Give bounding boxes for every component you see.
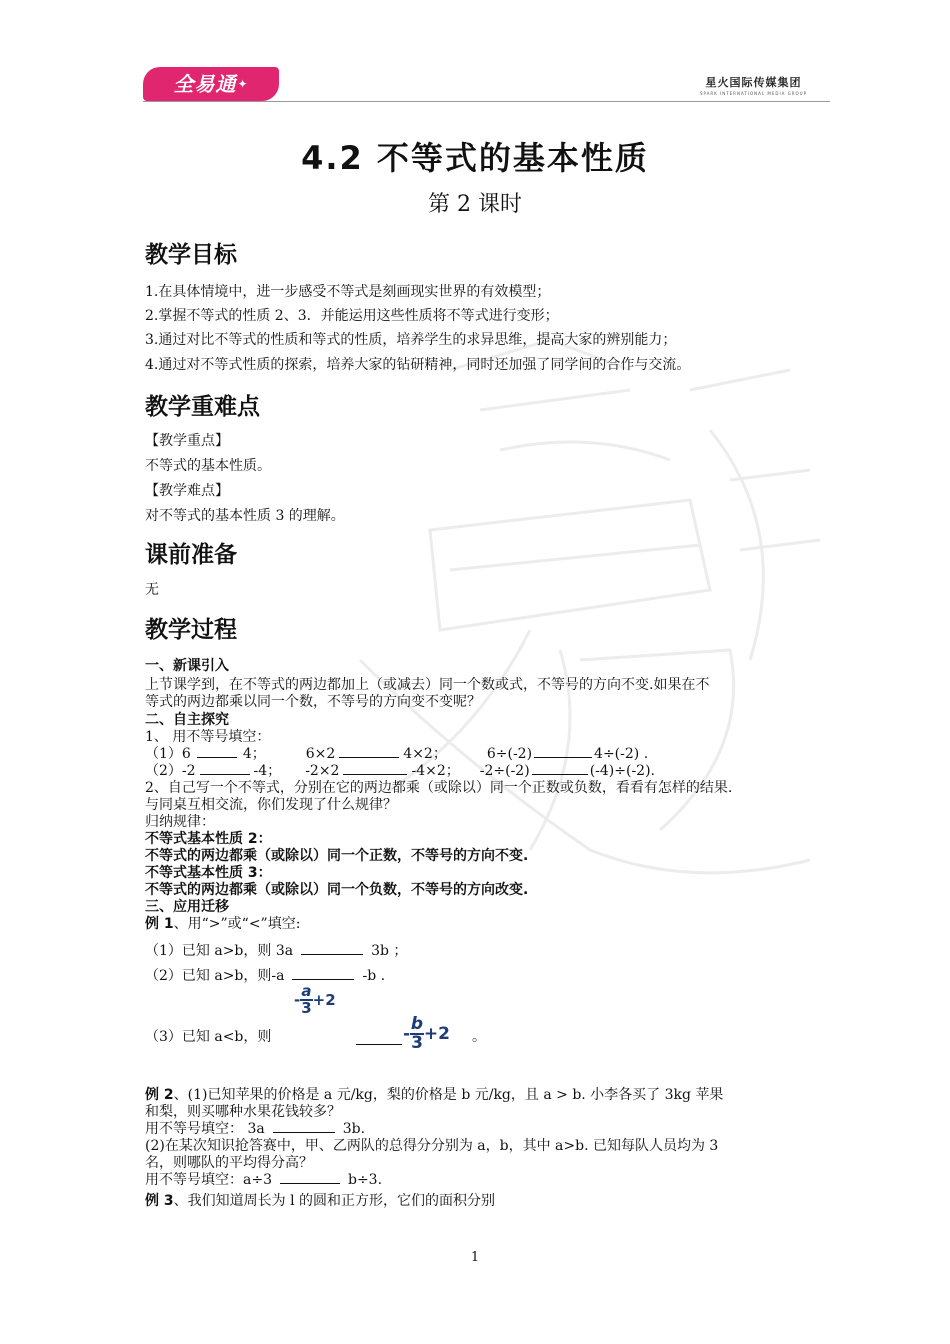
quanyitong-logo: 全易通✦	[143, 67, 279, 101]
q1-row-2: （2）-2 -4； -2×2 -4×2； -2÷(-2) (-4)÷(-2).	[145, 763, 655, 779]
part1-line: 上节课学到，在不等式的两边都加上（或减去）同一个数或式，不等号的方向不变.如果在不	[145, 677, 710, 693]
expr-minus-a-over-3-plus-2: - $\frac{a}{3}$ +2	[294, 982, 336, 1017]
example-1-b: （2）已知 a>b，则-a -b .	[145, 968, 386, 984]
example-1-c-end: 。	[472, 1029, 486, 1045]
part2-title: 二、自主探究	[145, 712, 229, 728]
example-2-line: 名，则哪队的平均得分高？	[145, 1155, 313, 1171]
difficulty-text: 对不等式的基本性质 3 的理解。	[145, 508, 345, 524]
question-2-line: 与同桌互相交流，你们发现了什么规律？	[145, 797, 397, 813]
property-2-title: 不等式基本性质 2：	[145, 831, 272, 847]
property-3-title: 不等式基本性质 3：	[145, 865, 272, 881]
part1-title: 一、新课引入	[145, 658, 229, 674]
watermark-logo	[330, 330, 830, 890]
part3-title: 三、应用迁移	[145, 899, 229, 915]
rule-label: 归纳规律：	[145, 814, 215, 830]
property-3-text: 不等式的两边都乘（或除以）同一个负数，不等号的方向改变.	[145, 882, 529, 898]
key-points-heading: 教学重难点	[145, 394, 260, 420]
page-title: 4.2 不等式的基本性质	[301, 139, 649, 177]
example-2-fill-1: 用不等号填空： 3a 3b.	[145, 1121, 366, 1137]
publisher-brand	[700, 74, 807, 96]
q1-row-1: （1）6 4； 6×2 4×2； 6÷(-2) 4÷(-2) .	[145, 746, 649, 762]
goal-item: 3.通过对比不等式的性质和等式的性质，培养学生的求异思维，提高大家的辨别能力；	[145, 332, 677, 348]
answer-blank	[356, 1032, 402, 1045]
focus-text: 不等式的基本性质。	[145, 458, 271, 474]
difficulty-label: 【教学难点】	[145, 483, 229, 499]
example-2-line: 和梨，则买哪种水果花钱较多？	[145, 1104, 341, 1120]
example-1-c: （3）已知 a<b，则	[145, 1029, 272, 1045]
question-1: 1、 用不等号填空：	[145, 729, 271, 745]
question-2-line: 2、自己写一个不等式，分别在它的两边都乘（或除以）同一个正数或负数，看看有怎样的结果.	[145, 780, 733, 796]
process-heading: 教学过程	[145, 617, 237, 643]
example-1-a: （1）已知 a>b，则 3a 3b ；	[145, 943, 408, 959]
focus-label: 【教学重点】	[145, 433, 229, 449]
goal-item: 1.在具体情境中，进一步感受不等式是刻画现实世界的有效模型；	[145, 284, 551, 300]
brand-name-en: SPARK INTERNATIONAL MEDIA GROUP	[699, 91, 807, 96]
example-2-fill-2: 用不等号填空：a÷3 b÷3.	[145, 1172, 383, 1188]
prep-text: 无	[145, 582, 159, 598]
goals-heading: 教学目标	[145, 242, 237, 268]
expr-minus-b-over-3-plus-2: - $\frac{b}{3}$ +2	[403, 1014, 450, 1053]
page-number: 1	[470, 1250, 480, 1265]
example-3: 例 3、我们知道周长为 l 的圆和正方形，它们的面积分别	[145, 1193, 496, 1209]
property-2-text: 不等式的两边都乘（或除以）同一个正数，不等号的方向不变.	[145, 848, 529, 864]
prep-heading: 课前准备	[145, 542, 237, 568]
header-rule	[143, 101, 830, 102]
example-1: 例 1、用“>”或“<”填空:	[145, 916, 301, 932]
brand-name-cn: 星火国际传媒集团	[705, 76, 802, 89]
goal-item: 2.掌握不等式的性质 2、3．并能运用这些性质将不等式进行变形；	[145, 308, 559, 324]
part1-line: 等式的两边都乘以同一个数，不等号的方向变不变呢？	[145, 694, 481, 710]
example-2-line: 例 2、(1)已知苹果的价格是 a 元/kg，梨的价格是 b 元/kg，且 a > b. 小李各买了 3kg 苹果	[145, 1087, 724, 1103]
lesson-subtitle: 第 2 课时	[428, 192, 522, 217]
example-2-line: (2)在某次知识抢答赛中，甲、乙两队的总得分分别为 a，b，其中 a>b. 已知每队人员均为 3	[145, 1138, 719, 1154]
goal-item: 4.通过对不等式性质的探索，培养大家的钻研精神，同时还加强了同学间的合作与交流。	[145, 357, 691, 373]
